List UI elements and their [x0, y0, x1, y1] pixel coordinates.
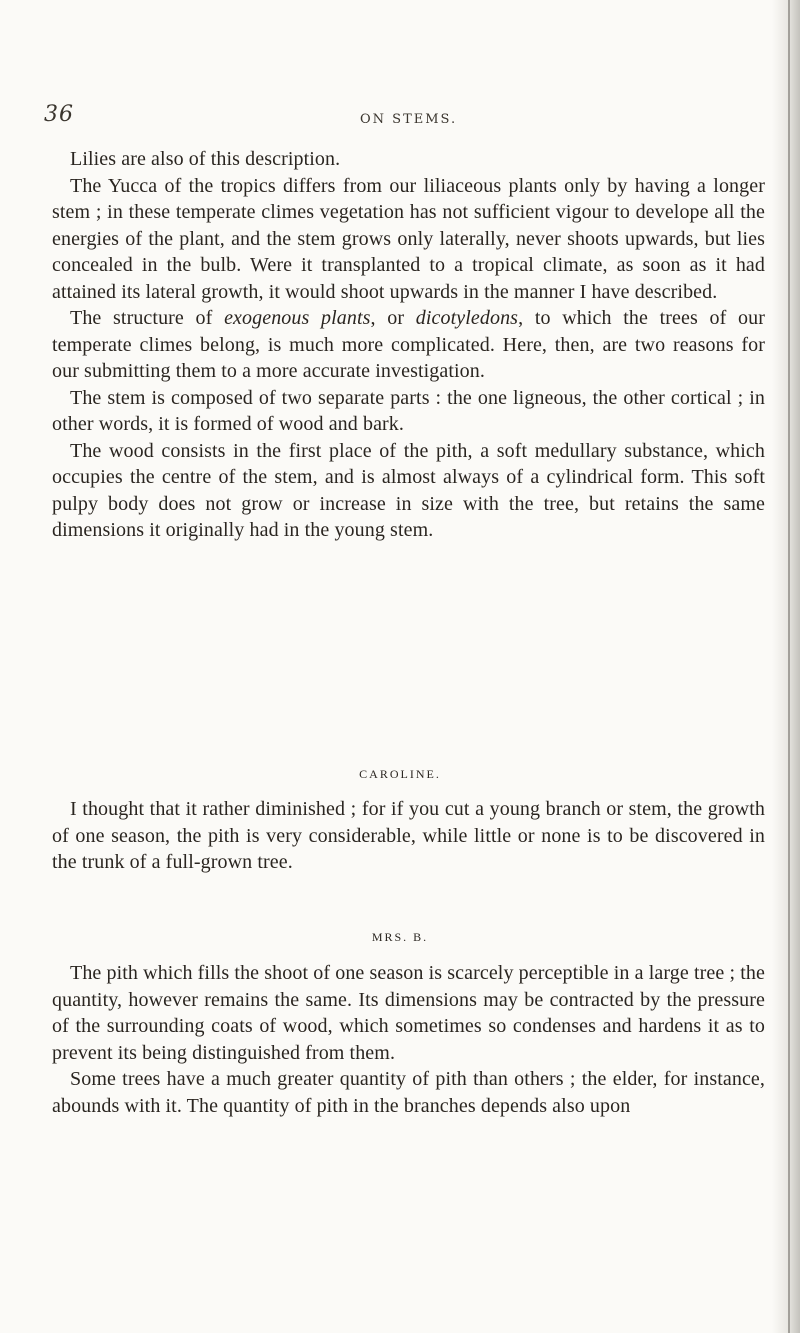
text-block-1 [52, 146, 765, 544]
paragraph: The Yucca of the tropics differs from our liliaceous plants only by having a longer stem ; in these temperate climes vegetation has not sufficient vigour to develope all the energies of the plant, and the stem grows only laterally, never shoots upwards, but lies concealed in the bulb. Were it transplanted to a tropical climate, as soon as it had attained its lateral growth, it would shoot upwards in the manner I have described. [52, 174, 765, 303]
italic-term: dicotyledons [415, 307, 519, 329]
page-edge-line [788, 0, 790, 1333]
speaker-label: MRS. B. [371, 930, 429, 944]
paragraph: Lilies are also of this description. [70, 148, 341, 170]
paragraph: The wood consists in the first place of the pith, a soft medullary substance, which occupies the centre of the stem, and is almost always of a cylindrical form. This soft pulpy body does not grow or increase in size with the tree, but retains the same dimensions it originally had in the young stem. [52, 439, 765, 541]
text-block-2 [52, 796, 765, 876]
running-title: ON STEMS. [360, 112, 458, 127]
paragraph: I thought that it rather diminished ; for if you cut a young branch or stem, the growth of one season, the pith is very considerable, while little or none is to be discovered in the trunk of a full-grown tree. [52, 798, 765, 873]
paragraph: Some trees have a much greater quantity of pith than others ; the elder, for instance, abounds with it. The quantity of pith in the branches depends also upon [52, 1068, 765, 1117]
page-edge-shadow [772, 0, 800, 1333]
paragraph: The structure of exogenous plants, or dicotyledons, to which the trees of our temperate climes belong, is much more complicated. Here, then, are two reasons for our submitting them to a more accurate investigation. [52, 307, 765, 382]
text-block-3 [52, 960, 765, 1119]
page-number: 36 [44, 102, 74, 127]
speaker-label: CAROLINE. [359, 767, 441, 781]
paragraph: The stem is composed of two separate parts : the one ligneous, the other cortical ; in other words, it is formed of wood and bark. [52, 386, 765, 435]
paragraph: The pith which fills the shoot of one season is scarcely perceptible in a large tree ; the quantity, however remains the same. Its dimensions may be contracted by the pressure of the surrounding coats of wood, which sometimes so condenses and hardens it as to prevent its being distinguished from them. [52, 962, 765, 1064]
italic-term: exogenous plants [224, 307, 371, 329]
